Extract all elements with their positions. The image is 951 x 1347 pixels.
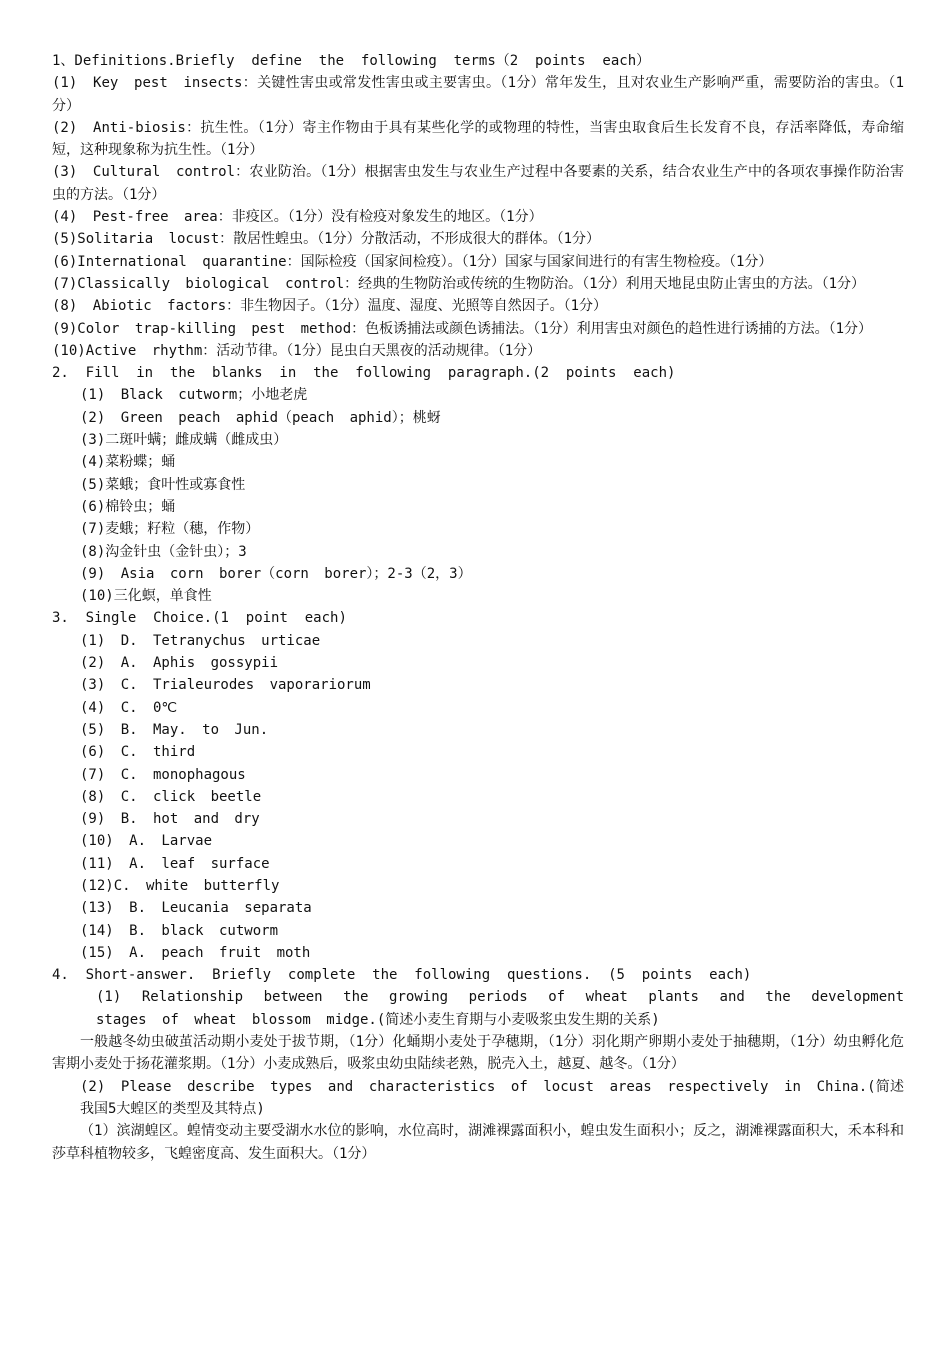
choice-item: (4) C. 0℃ (80, 699, 178, 716)
choice-item: (8) C. click beetle (80, 788, 262, 805)
choice-item: (3) C. Trialeurodes vaporariorum (80, 677, 371, 694)
definition-item: (1) Key pest insects：关键性害虫或常发性害虫或主要害虫。（1分）常年发生，且对农业生产影响严重，需要防治的害虫。（1分） (52, 75, 904, 114)
choice-item: (7) C. monophagous (80, 766, 246, 783)
definition-item: (6)International quarantine：国际检疫（国家间检疫）。（1分）国家与国家间进行的有害生物检疫。（1分） (52, 253, 773, 270)
section3-heading: 3. Single Choice.(1 point each) (52, 610, 347, 627)
definition-item: (10)Active rhythm：活动节律。（1分）昆虫白天黑夜的活动规律。（1分） (52, 342, 542, 359)
definition-item: (8) Abiotic factors：非生物因子。（1分）温度、湿度、光照等自然因子。（1分） (52, 298, 608, 315)
choice-item: (11) A. leaf surface (80, 855, 270, 872)
definition-item: (5)Solitaria locust：散居性蝗虫。（1分）分散活动，不形成很大的群体。（1分） (52, 231, 601, 248)
choice-item: (1) D. Tetranychus urticae (80, 632, 321, 649)
section1-heading: 1、Definitions.Briefly define the following terms（2 points each） (52, 53, 651, 69)
section4-heading: 4. Short-answer. Briefly complete the following questions. (5 points each) (52, 967, 752, 984)
section2-heading: 2. Fill in the blanks in the following paragraph.(2 points each) (52, 365, 676, 382)
question-1-title: (1) Relationship between the growing periods of wheat plants and the development stages of wheat blossom midge.(简述小麦生育期与小麦吸浆虫发生期的关系) (96, 989, 904, 1028)
choice-item: (5) B. May. to Jun. (80, 721, 269, 738)
fill-blank-item: (10)三化螟，单食性 (80, 588, 212, 605)
fill-blank-item: (7)麦蛾；籽粒（穗，作物） (80, 521, 260, 538)
fill-blank-item: (4)菜粉蝶；蛹 (80, 454, 176, 471)
definition-item: (7)Classically biological control：经典的生物防治或传统的生物防治。（1分）利用天地昆虫防止害虫的方法。（1分） (52, 275, 866, 292)
choice-item: (2) A. Aphis gossypii (80, 655, 279, 672)
choice-item: (14) B. black cutworm (80, 922, 279, 939)
question-2-answer: （1）滨湖蝗区。蝗情变动主要受湖水水位的影响，水位高时，湖滩裸露面积小，蝗虫发生面积小；反之，湖滩裸露面积大，禾本科和莎草科植物较多，飞蝗密度高、发生面积大。（1分） (52, 1123, 904, 1162)
fill-blank-item: (6)棉铃虫；蛹 (80, 498, 176, 515)
choice-item: (12)C. white butterfly (80, 877, 280, 894)
question-1-answer: 一般越冬幼虫破茧活动期小麦处于拔节期，（1分）化蛹期小麦处于孕穗期，（1分）羽化期产卵期小麦处于抽穗期，（1分）幼虫孵化危害期小麦处于扬花灌浆期。（1分）小麦成熟后，吸浆虫幼虫陆续老熟，脱壳入土，越夏、越冬。（1分） (52, 1034, 904, 1073)
fill-blank-item: (3)二斑叶螨；雌成螨（雌成虫） (80, 432, 288, 449)
fill-blank-item: (8)沟金针虫（金针虫）；3 (80, 543, 247, 560)
definition-item: (4) Pest-free area：非疫区。（1分）没有检疫对象发生的地区。（1分） (52, 209, 543, 226)
definition-item: (2) Anti-biosis：抗生性。（1分）寄主作物由于具有某些化学的或物理的特性，当害虫取食后生长发育不良，存活率降低，寿命缩短，这种现象称为抗生性。（1分） (52, 119, 904, 159)
fill-blank-item: (1) Black cutworm；小地老虎 (80, 387, 308, 404)
choice-item: (9) B. hot and dry (80, 811, 260, 828)
choice-item: (15) A. peach fruit moth (80, 944, 311, 961)
choice-item: (6) C. third (80, 744, 196, 761)
fill-blank-item: (5)菜蛾；食叶性或寡食性 (80, 476, 246, 493)
choice-item: (13) B. Leucania separata (80, 900, 312, 917)
fill-blank-item: (2) Green peach aphid（peach aphid）；桃蚜 (80, 409, 441, 426)
definition-item: (9)Color trap-killing pest method：色板诱捕法或颜色诱捕法。（1分）利用害虫对颜色的趋性进行诱捕的方法。（1分） (52, 320, 873, 337)
choice-item: (10) A. Larvae (80, 833, 213, 850)
question-2-title: (2) Please describe types and characteristics of locust areas respectively in China.(简述我国5大蝗区的类型及其特点) (80, 1078, 904, 1117)
answer-document (52, 50, 904, 1165)
definition-item: (3) Cultural control：农业防治。（1分）根据害虫发生与农业生产过程中各要素的关系，结合农业生产中的各项农事操作防治害虫的方法。（1分） (52, 164, 904, 203)
fill-blank-item: (9) Asia corn borer（corn borer）；2-3（2，3） (80, 565, 472, 582)
